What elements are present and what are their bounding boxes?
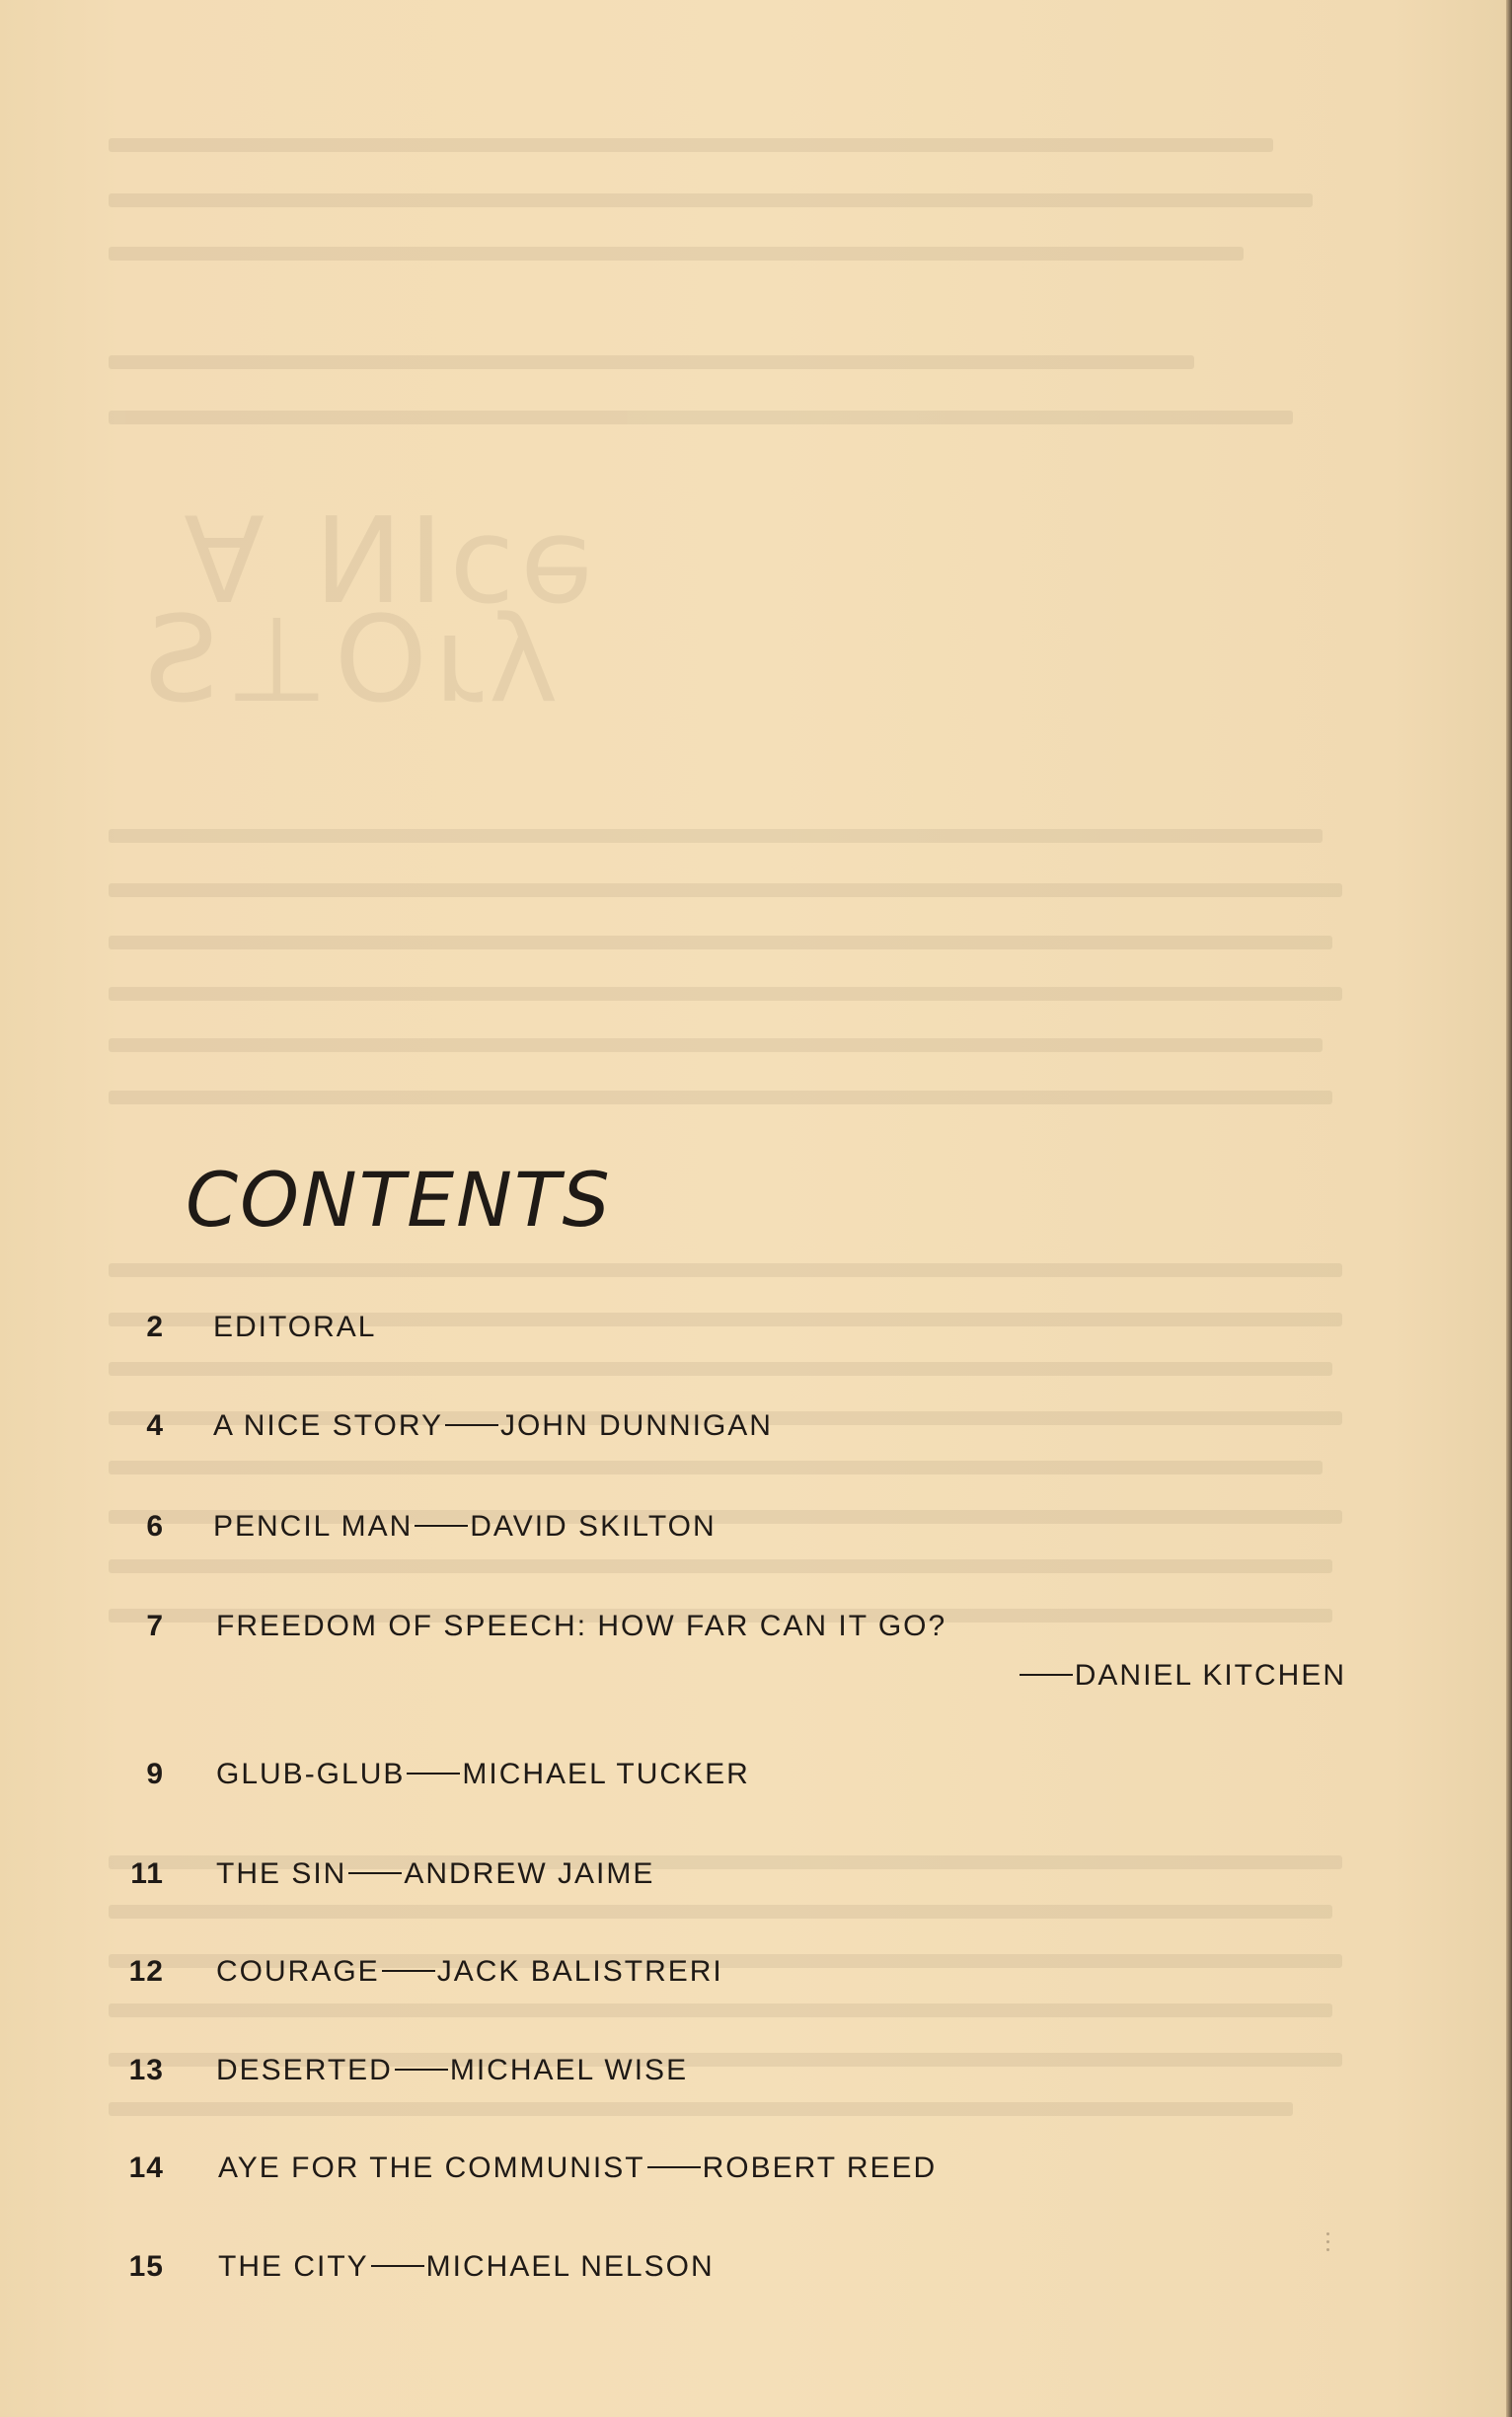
em-dash (395, 2069, 448, 2071)
toc-page-number: 15 (128, 2250, 164, 2283)
toc-entry (0, 1857, 1512, 1917)
em-dash (415, 1525, 468, 1527)
toc-title: A NICE STORY (213, 1409, 443, 1442)
toc-entry-text (216, 1610, 946, 1643)
toc-title: THE SIN (216, 1857, 347, 1890)
toc-page-number: 14 (128, 2152, 164, 2184)
toc-entry (0, 1610, 1512, 1718)
toc-entry-text (216, 2054, 688, 2087)
toc-entry (0, 2054, 1512, 2113)
toc-entry (0, 1409, 1512, 1469)
toc-author-line (1018, 1659, 1346, 1693)
em-dash (647, 2166, 701, 2168)
toc-title: COURAGE (216, 1955, 380, 1988)
toc-author: MICHAEL NELSON (425, 2250, 715, 2283)
toc-title: THE CITY (218, 2250, 369, 2283)
toc-entry-text (216, 1758, 750, 1791)
toc-page-number: 4 (146, 1409, 164, 1442)
toc-entry-text (218, 2250, 715, 2284)
toc-title: EDITORAL (213, 1311, 377, 1343)
toc-entry (0, 1510, 1512, 1569)
toc-author: JACK BALISTRERI (436, 1955, 723, 1988)
em-dash (407, 1773, 460, 1775)
toc-author: MICHAEL WISE (449, 2054, 689, 2086)
toc-entry-text (216, 1857, 654, 1891)
toc-title: PENCIL MAN (213, 1510, 414, 1543)
toc-author: DANIEL KITCHEN (1074, 1659, 1346, 1692)
toc-title: GLUB-GLUB (216, 1758, 406, 1790)
toc-author: JOHN DUNNIGAN (499, 1409, 773, 1442)
contents-heading: CONTENTS (186, 1156, 612, 1244)
toc-page-number: 7 (146, 1610, 164, 1642)
em-dash (382, 1970, 435, 1972)
toc-page-number: 12 (128, 1955, 164, 1988)
toc-entry (0, 1758, 1512, 1817)
toc-page-number: 11 (130, 1857, 164, 1890)
toc-entry (0, 1311, 1512, 1370)
toc-entry-text (213, 1409, 773, 1443)
em-dash (1020, 1674, 1073, 1676)
toc-author: MICHAEL TUCKER (462, 1758, 750, 1790)
toc-entry (0, 2250, 1512, 2309)
toc-entry-text (218, 2152, 937, 2185)
toc-page-number: 6 (146, 1510, 164, 1543)
em-dash (371, 2265, 424, 2267)
toc-page-number: 13 (128, 2054, 164, 2086)
toc-entry-text (213, 1510, 717, 1544)
toc-author: DAVID SKILTON (470, 1510, 717, 1543)
toc-title: FREEDOM OF SPEECH: HOW FAR CAN IT GO? (216, 1610, 947, 1642)
toc-title: DESERTED (216, 2054, 393, 2086)
toc-page-number: 9 (146, 1758, 164, 1790)
paper-specks (1326, 2232, 1334, 2262)
em-dash (445, 1424, 498, 1426)
em-dash (348, 1872, 402, 1874)
toc-entry (0, 1955, 1512, 2014)
toc-entry-text (216, 1955, 723, 1989)
toc-entry (0, 2152, 1512, 2211)
toc-author: ANDREW JAIME (404, 1857, 655, 1890)
toc-page-number: 2 (146, 1311, 164, 1343)
toc-entry-text (213, 1311, 377, 1344)
toc-title: AYE FOR THE COMMUNIST (218, 2152, 645, 2184)
toc-author: ROBERT REED (702, 2152, 938, 2184)
